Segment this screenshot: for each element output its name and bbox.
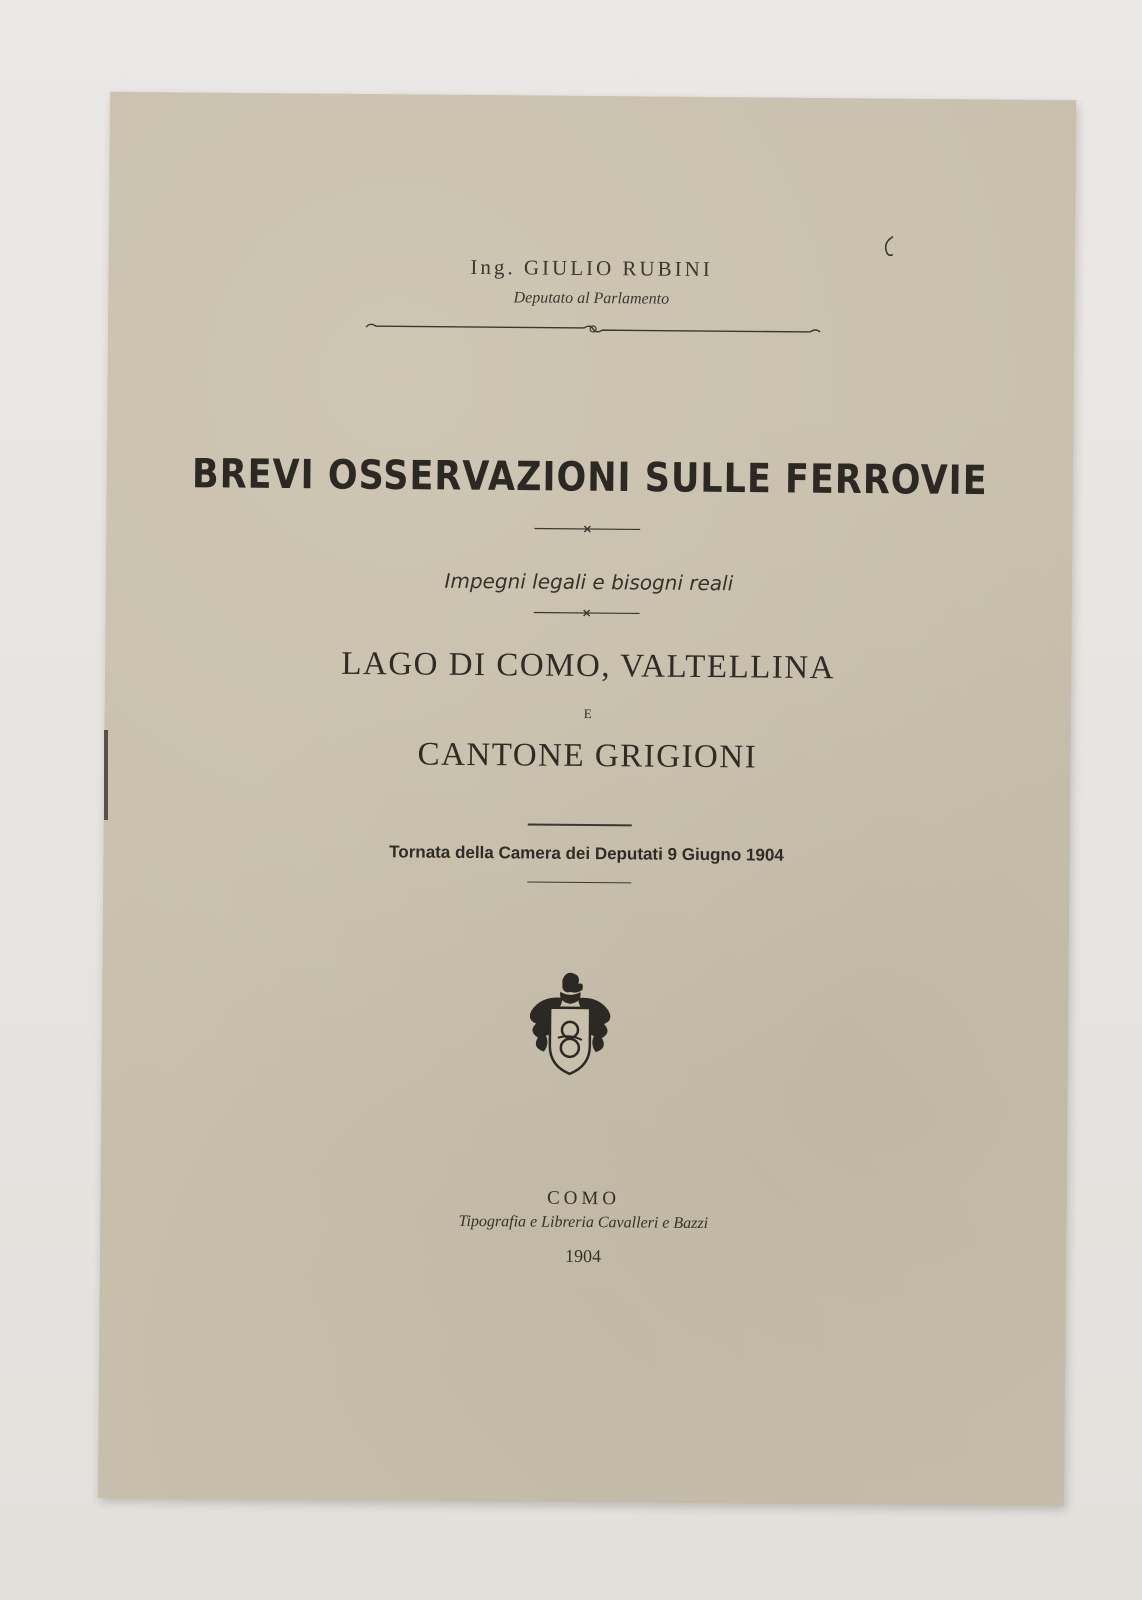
- imprint-publisher: Tipografia e Libreria Cavalleri e Bazzi: [458, 1212, 709, 1233]
- divider-with-cross: [534, 608, 640, 619]
- author-name: Ing. GIULIO RUBINI: [470, 254, 713, 282]
- staple-mark: [104, 730, 108, 820]
- pencil-mark-icon: [879, 233, 899, 263]
- divider-with-cross: [534, 524, 640, 535]
- conjunction: E: [583, 705, 592, 722]
- main-title: BREVI OSSERVAZIONI SULLE FERROVIE: [191, 451, 988, 505]
- location-line-2: CANTONE GRIGIONI: [417, 736, 758, 776]
- imprint-city: COMO: [546, 1187, 621, 1210]
- publisher-crest-icon: [522, 967, 619, 1084]
- divider-line: [528, 823, 632, 826]
- ornamental-rule: [364, 320, 822, 338]
- divider-line: [527, 881, 631, 883]
- subtitle: Impegni legali e bisogni reali: [444, 568, 734, 596]
- session-date: Tornata della Camera dei Deputati 9 Giugno 1904: [389, 842, 784, 865]
- location-line-1: LAGO DI COMO, VALTELLINA: [341, 645, 836, 687]
- imprint-year: 1904: [564, 1245, 602, 1267]
- author-role: Deputato al Parlamento: [513, 289, 670, 308]
- booklet-cover: [98, 92, 1076, 1506]
